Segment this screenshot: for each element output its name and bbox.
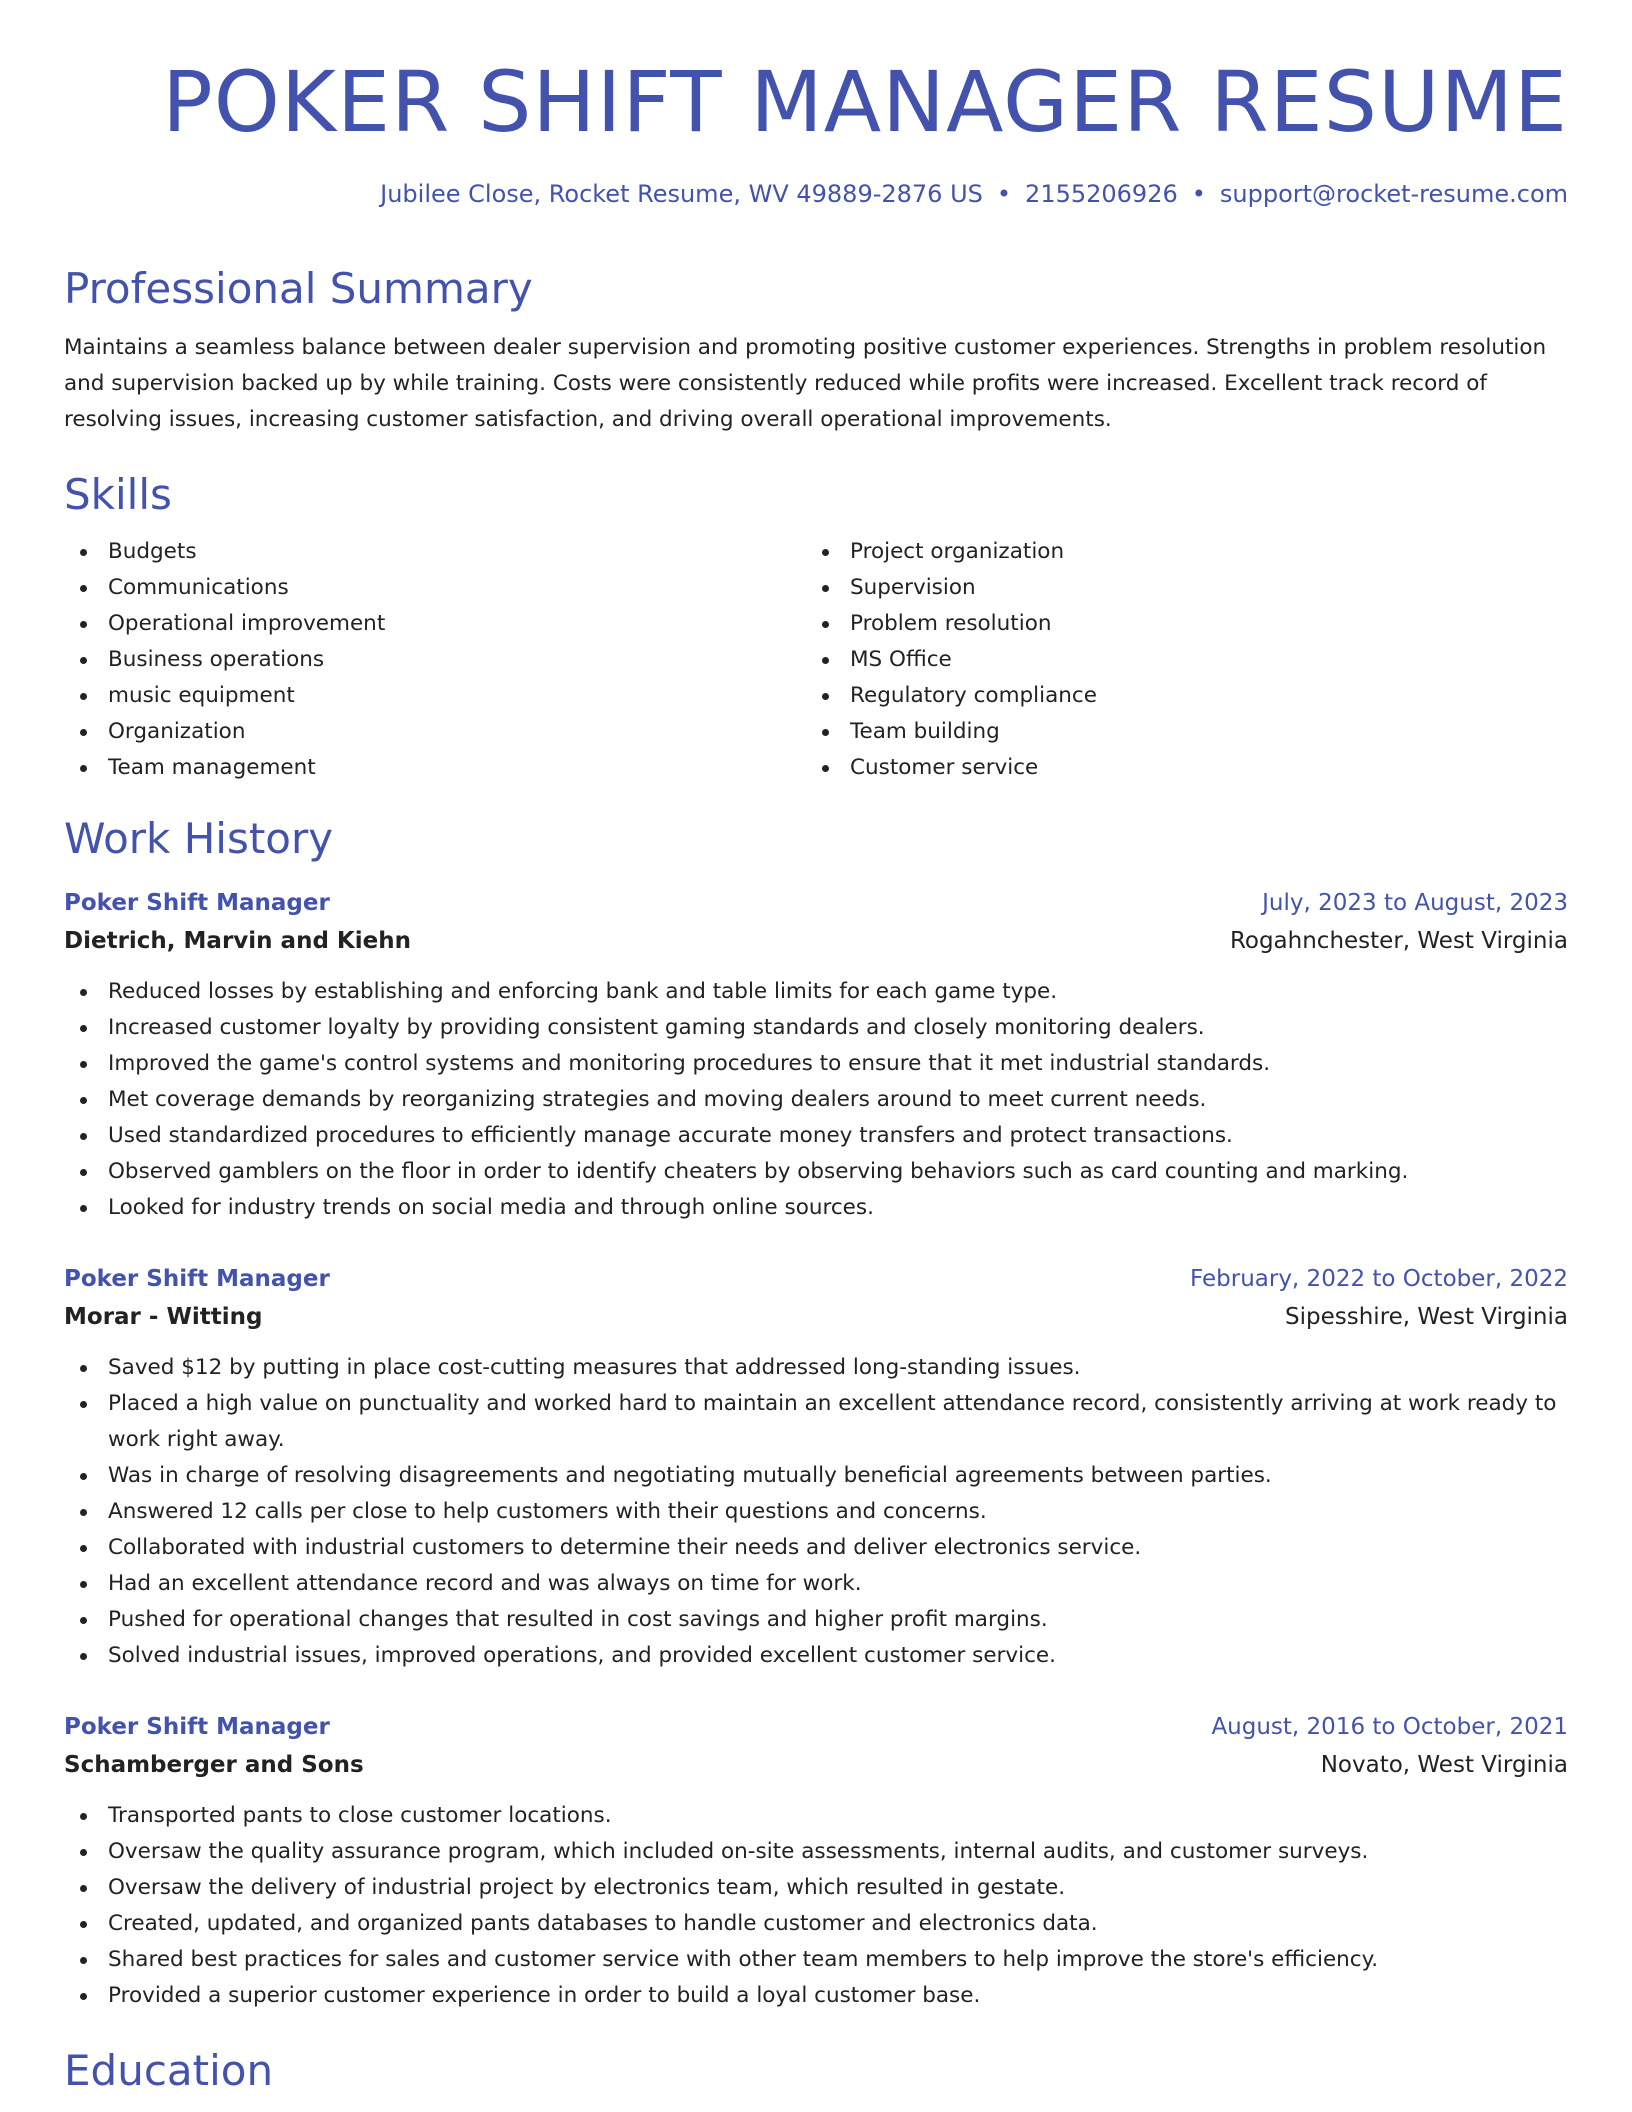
email: support@rocket-resume.com bbox=[1219, 180, 1568, 208]
job-company-row bbox=[64, 922, 1568, 960]
skill-item: Supervision bbox=[806, 570, 1548, 606]
job-bullet: Looked for industry trends on social media and through online sources. bbox=[64, 1190, 1568, 1226]
job-bullet: Increased customer loyalty by providing consistent gaming standards and closely monitoring dealers. bbox=[64, 1010, 1568, 1046]
job-bullet: Provided a superior customer experience in order to build a loyal customer base. bbox=[64, 1978, 1568, 2014]
skills-columns bbox=[64, 534, 1568, 786]
job-location: Rogahnchester, West Virginia bbox=[1229, 928, 1568, 954]
job-header-row bbox=[64, 1708, 1568, 1746]
job-bullet: Oversaw the delivery of industrial project by electronics team, which resulted in gestate. bbox=[64, 1870, 1568, 1906]
contact-line bbox=[64, 178, 1568, 210]
summary-text: Maintains a seamless balance between dealer supervision and promoting positive customer experiences. Strengths in problem resolution and supervision backed up by while training. Costs were consistently reduced while profits were increased. Excellent track record of resolving issues, increasing customer satisfaction, and driving overall operational improvements. bbox=[64, 335, 1547, 432]
job-bullet: Oversaw the quality assurance program, which included on-site assessments, internal audits, and customer surveys. bbox=[64, 1834, 1568, 1870]
job-bullet: Had an excellent attendance record and was always on time for work. bbox=[64, 1566, 1568, 1602]
job-entry bbox=[64, 1708, 1568, 2014]
skill-item: Business operations bbox=[64, 642, 806, 678]
education-heading: Education bbox=[64, 2046, 274, 2095]
job-dates: July, 2023 to August, 2023 bbox=[1262, 890, 1568, 916]
job-company-row bbox=[64, 1746, 1568, 1784]
summary-heading: Professional Summary bbox=[64, 264, 533, 313]
job-bullets bbox=[64, 1350, 1568, 1674]
job-title: Poker Shift Manager bbox=[64, 1266, 330, 1292]
skills-list-left bbox=[64, 534, 806, 786]
skill-item: MS Office bbox=[806, 642, 1548, 678]
job-bullet: Shared best practices for sales and customer service with other team members to help improve the store's efficiency. bbox=[64, 1942, 1568, 1978]
job-header-row bbox=[64, 884, 1568, 922]
resume-title: POKER SHIFT MANAGER RESUME bbox=[162, 53, 1568, 151]
resume-page bbox=[64, 0, 1568, 2098]
job-location: Novato, West Virginia bbox=[1320, 1752, 1568, 1778]
work-history-heading: Work History bbox=[64, 814, 334, 863]
skills-heading: Skills bbox=[64, 470, 172, 519]
job-bullet: Met coverage demands by reorganizing strategies and moving dealers around to meet current needs. bbox=[64, 1082, 1568, 1118]
job-dates: February, 2022 to October, 2022 bbox=[1190, 1266, 1568, 1292]
contact-separator: • bbox=[996, 180, 1012, 208]
job-bullet: Pushed for operational changes that resulted in cost savings and higher profit margins. bbox=[64, 1602, 1568, 1638]
skill-item: Project organization bbox=[806, 534, 1548, 570]
job-bullet: Collaborated with industrial customers to determine their needs and deliver electronics service. bbox=[64, 1530, 1568, 1566]
job-title: Poker Shift Manager bbox=[64, 1714, 330, 1740]
job-bullets bbox=[64, 1798, 1568, 2014]
address: Jubilee Close, Rocket Resume, WV 49889-2876 US bbox=[380, 180, 983, 208]
skill-item: Organization bbox=[64, 714, 806, 750]
skill-item: Customer service bbox=[806, 750, 1548, 786]
skill-item: Communications bbox=[64, 570, 806, 606]
job-header-row bbox=[64, 1260, 1568, 1298]
job-bullet: Answered 12 calls per close to help customers with their questions and concerns. bbox=[64, 1494, 1568, 1530]
phone: 2155206926 bbox=[1025, 180, 1178, 208]
company-name: Morar - Witting bbox=[64, 1304, 263, 1330]
job-dates: August, 2016 to October, 2021 bbox=[1211, 1714, 1568, 1740]
job-bullet: Improved the game's control systems and monitoring procedures to ensure that it met industrial standards. bbox=[64, 1046, 1568, 1082]
skill-item: Team building bbox=[806, 714, 1548, 750]
skill-item: Team management bbox=[64, 750, 806, 786]
job-bullet: Observed gamblers on the floor in order to identify cheaters by observing behaviors such as card counting and marking. bbox=[64, 1154, 1568, 1190]
company-name: Schamberger and Sons bbox=[64, 1752, 364, 1778]
job-bullet: Created, updated, and organized pants databases to handle customer and electronics data. bbox=[64, 1906, 1568, 1942]
job-title: Poker Shift Manager bbox=[64, 890, 330, 916]
job-bullets bbox=[64, 974, 1568, 1226]
job-entry bbox=[64, 884, 1568, 1226]
job-bullet: Reduced losses by establishing and enforcing bank and table limits for each game type. bbox=[64, 974, 1568, 1010]
skills-list-right bbox=[806, 534, 1548, 786]
skill-item: music equipment bbox=[64, 678, 806, 714]
contact-separator: • bbox=[1191, 180, 1206, 208]
job-bullet: Placed a high value on punctuality and worked hard to maintain an excellent attendance record, consistently arriving at work ready to work right away. bbox=[64, 1386, 1568, 1458]
job-entry bbox=[64, 1260, 1568, 1674]
job-bullet: Solved industrial issues, improved operations, and provided excellent customer service. bbox=[64, 1638, 1568, 1674]
skill-item: Regulatory compliance bbox=[806, 678, 1548, 714]
company-name: Dietrich, Marvin and Kiehn bbox=[64, 928, 411, 954]
skill-item: Problem resolution bbox=[806, 606, 1548, 642]
job-bullet: Was in charge of resolving disagreements and negotiating mutually beneficial agreements between parties. bbox=[64, 1458, 1568, 1494]
skill-item: Operational improvement bbox=[64, 606, 806, 642]
job-company-row bbox=[64, 1298, 1568, 1336]
skill-item: Budgets bbox=[64, 534, 806, 570]
job-bullet: Transported pants to close customer locations. bbox=[64, 1798, 1568, 1834]
job-bullet: Saved $12 by putting in place cost-cutting measures that addressed long-standing issues. bbox=[64, 1350, 1568, 1386]
job-bullet: Used standardized procedures to efficiently manage accurate money transfers and protect transactions. bbox=[64, 1118, 1568, 1154]
job-location: Sipesshire, West Virginia bbox=[1285, 1304, 1568, 1330]
